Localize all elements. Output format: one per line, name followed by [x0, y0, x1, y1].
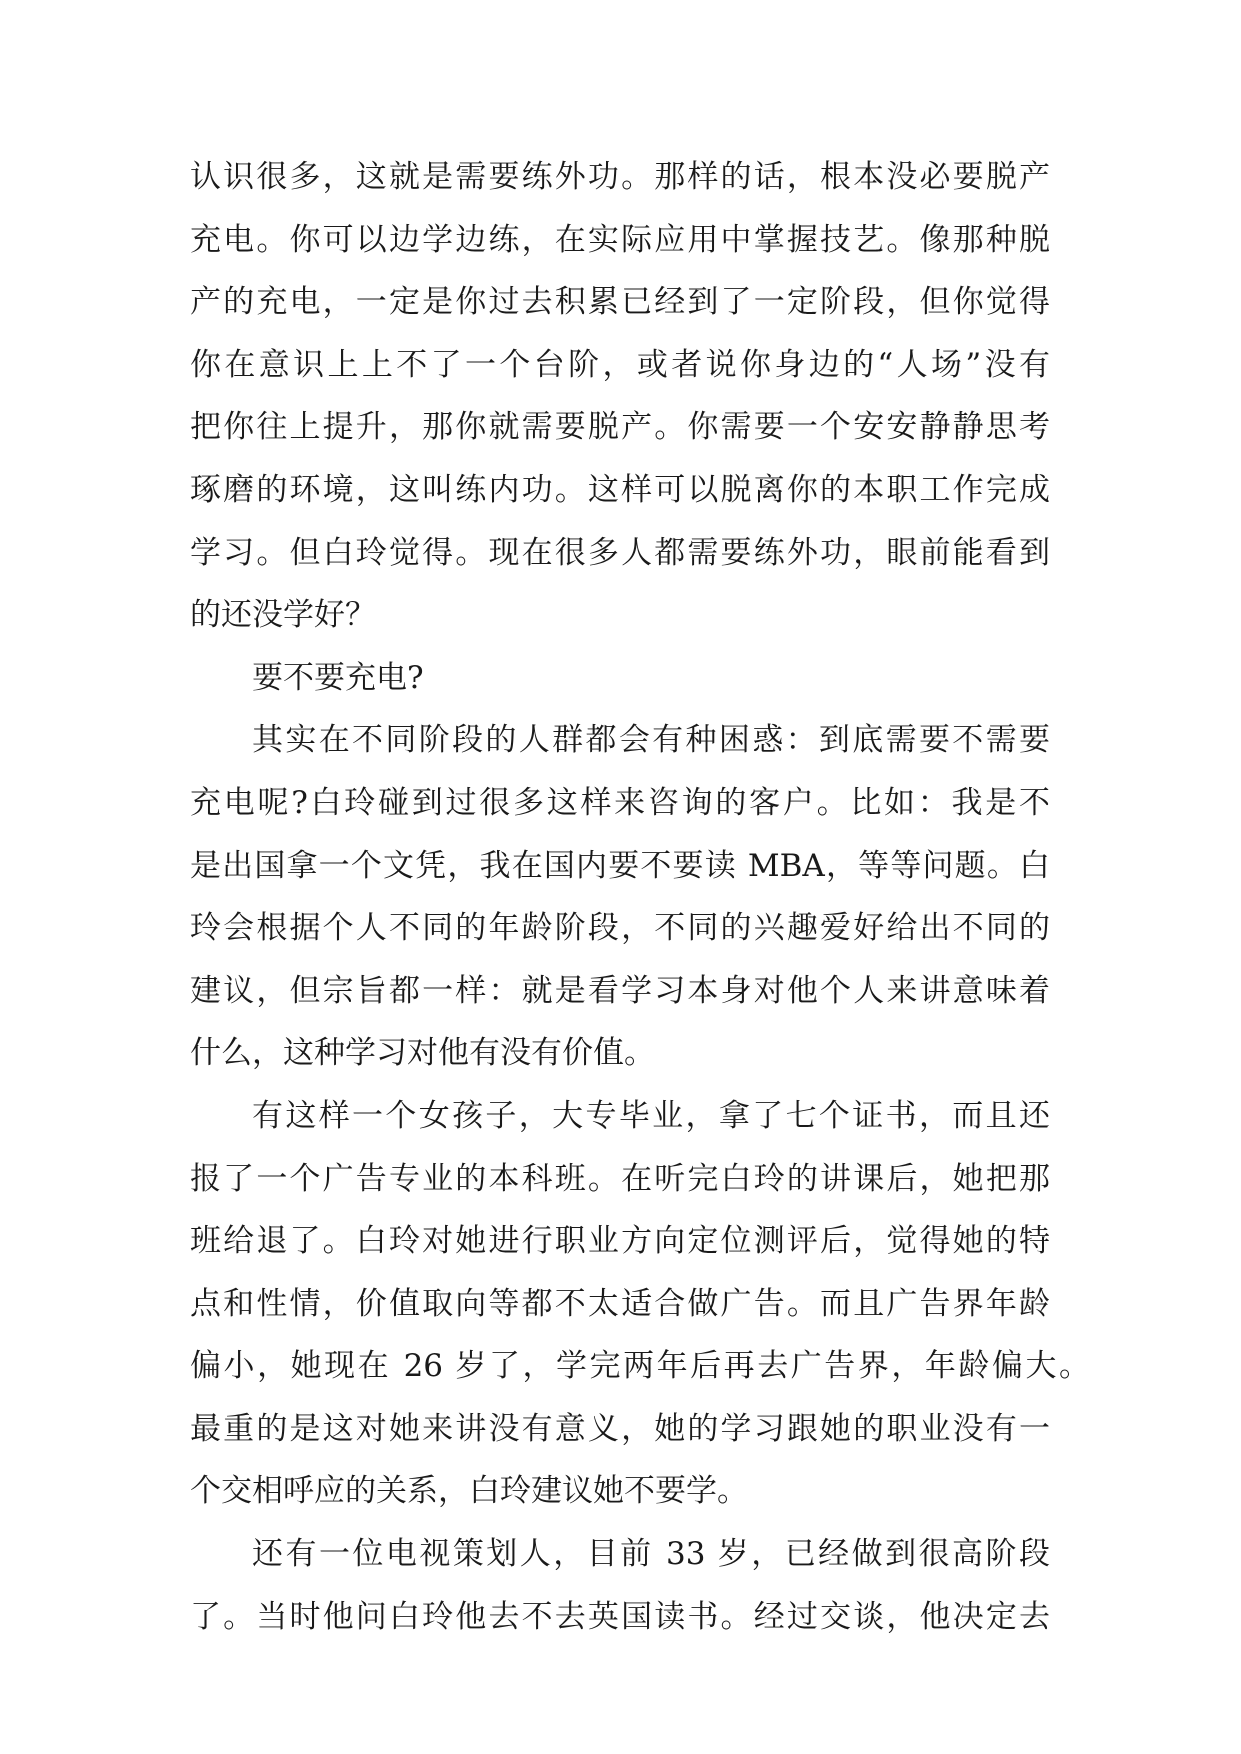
text-line: 了。当时他问白玲他去不去英国读书。经过交谈，他决定去 — [190, 1598, 1050, 1635]
section-heading: 要不要充电? — [252, 659, 424, 696]
text-line: 学习。但白玲觉得。现在很多人都需要练外功，眼前能看到 — [190, 534, 1050, 571]
text-line: 产的充电，一定是你过去积累已经到了一定阶段，但你觉得 — [190, 284, 1050, 321]
text-line: 认识很多，这就是需要练外功。那样的话，根本没必要脱产 — [190, 159, 1050, 195]
text-line: 把你往上提升，那你就需要脱产。你需要一个安安静静思考 — [190, 409, 1050, 446]
text-line: 点和性情，价值取向等都不太适合做广告。而且广告界年龄 — [190, 1285, 1050, 1322]
text-line: 有这样一个女孩子，大专毕业，拿了七个证书，而且还 — [252, 1097, 1050, 1134]
text-line: 玲会根据个人不同的年龄阶段，不同的兴趣爱好给出不同的 — [190, 910, 1050, 947]
text-line: 琢磨的环境，这叫练内功。这样可以脱离你的本职工作完成 — [190, 471, 1050, 508]
text-line: 班给退了。白玲对她进行职业方向定位测评后，觉得她的特 — [190, 1223, 1050, 1260]
text-line: 偏小，她现在 26 岁了，学完两年后再去广告界，年龄偏大。 — [190, 1348, 1090, 1385]
text-line: 报了一个广告专业的本科班。在听完白玲的讲课后，她把那 — [190, 1160, 1050, 1197]
text-line: 个交相呼应的关系，白玲建议她不要学。 — [190, 1473, 748, 1510]
text-line: 还有一位电视策划人，目前 33 岁，已经做到很高阶段 — [252, 1536, 1050, 1573]
text-line: 建议，但宗旨都一样：就是看学习本身对他个人来讲意味着 — [190, 972, 1050, 1009]
text-line: 充电呢?白玲碰到过很多这样来咨询的客户。比如：我是不 — [190, 784, 1050, 821]
text-line: 最重的是这对她来讲没有意义，她的学习跟她的职业没有一 — [190, 1410, 1050, 1447]
text-line: 的还没学好？ — [190, 597, 376, 634]
text-line: 充电。你可以边学边练，在实际应用中掌握技艺。像那种脱 — [190, 221, 1050, 258]
document-body — [190, 146, 1090, 1648]
text-line: 什么，这种学习对他有没有价值。 — [190, 1035, 655, 1072]
text-line: 是出国拿一个文凭，我在国内要不要读 MBA，等等问题。白 — [190, 847, 1050, 884]
text-line: 其实在不同阶段的人群都会有种困惑：到底需要不需要 — [252, 722, 1050, 759]
text-line: 你在意识上上不了一个台阶，或者说你身边的“人场”没有 — [190, 346, 1050, 383]
